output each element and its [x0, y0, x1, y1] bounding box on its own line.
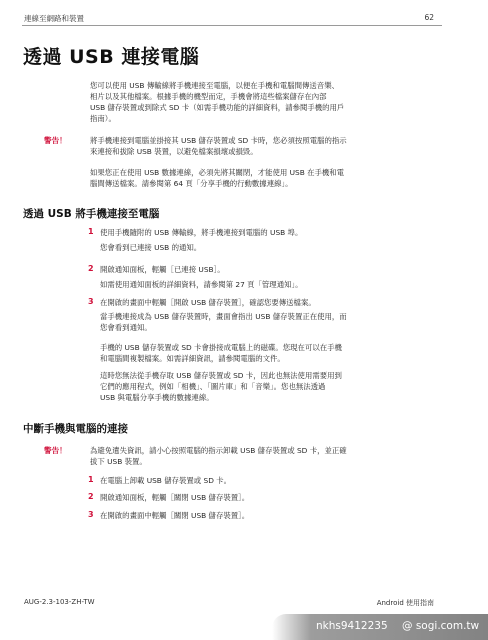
warning-text — [90, 135, 450, 157]
page-title: 透過 USB 連接電腦 — [23, 46, 200, 68]
document-code: AUG-2.3-103-ZH-TW — [24, 598, 95, 606]
step-number: 1 — [88, 227, 94, 236]
intro-paragraph — [90, 80, 450, 124]
running-header-section: 連線至網路和裝置 — [24, 14, 84, 23]
note-line: 手機的 USB 儲存裝置或 SD 卡會掛接成電腦上的磁碟。您現在可以在手機 — [100, 343, 342, 352]
step-text — [100, 227, 450, 253]
data-connection-note — [90, 167, 450, 189]
step-line: 在開啟的畫面中輕觸［關閉 USB 儲存裝置］。 — [100, 511, 250, 520]
note-line: 這時您無法從手機存取 USB 儲存裝置或 SD 卡，因此也無法使用需要用到 — [100, 371, 342, 380]
section-heading-disconnect: 中斷手機與電腦的連接 — [23, 423, 128, 435]
step-line: 在開啟的畫面中輕觸［開啟 USB 儲存裝置］，確認您要傳送檔案。 — [100, 298, 316, 307]
step-number: 2 — [88, 492, 94, 501]
intro-line: 您可以使用 USB 傳輸線將手機連接至電腦，以便在手機和電腦間傳送音樂、 — [90, 81, 339, 90]
step-sub-line: 您會看到已連接 USB 的通知。 — [100, 243, 202, 252]
intro-line: 相片以及其他檔案。根據手機的機型而定，手機會將這些檔案儲存在內部 — [90, 92, 327, 101]
step-line: 使用手機隨附的 USB 傳輸線，將手機連接到電腦的 USB 埠。 — [100, 228, 303, 237]
step-sub-line: 當手機連接成為 USB 儲存裝置時，畫面會指出 USB 儲存裝置正在使用，而 — [100, 312, 347, 321]
step-line: 開啟通知面板，輕觸［關閉 USB 儲存裝置］。 — [100, 493, 250, 502]
note-line: 如果您正在使用 USB 數據連線，必須先將其關閉，才能使用 USB 在手機和電 — [90, 168, 345, 177]
warning-label: 警告！ — [44, 446, 67, 455]
header-divider — [22, 25, 442, 26]
mounted-disk-note — [100, 342, 450, 364]
note-line: 它們的應用程式，例如「相機」、「圖片庫」和「音樂」。您也無法透過 — [100, 382, 326, 391]
step-text — [100, 297, 450, 333]
warning-line: 為避免遺失資訊，請小心按照電腦的指示卸載 USB 儲存裝置或 SD 卡，並正確 — [90, 446, 347, 455]
intro-line: USB 儲存裝置或到除式 SD 卡（如需手機功能的詳細資料，請參閱手機的用戶 — [90, 103, 345, 112]
guide-name: Android 使用指南 — [376, 599, 434, 607]
note-line: 和電腦間複製檔案。如需詳細資訊，請參閱電腦的文件。 — [100, 354, 285, 363]
step-number: 3 — [88, 510, 94, 519]
warning-line: 拔下 USB 裝置。 — [90, 457, 147, 466]
warning-label: 警告！ — [44, 136, 67, 145]
step-line: 開啟通知面板，輕觸［已連接 USB］。 — [100, 265, 225, 274]
watermark-username: nkhs9412235 — [316, 620, 388, 632]
step-line: 在電腦上卸載 USB 儲存裝置或 SD 卡。 — [100, 476, 232, 485]
page-number: 62 — [424, 13, 434, 22]
intro-line: 指南）。 — [90, 114, 116, 123]
step-number: 2 — [88, 264, 94, 273]
step-number: 1 — [88, 475, 94, 484]
warning-line: 來連接和拔除 USB 裝置，以避免檔案損壞或損毀。 — [90, 147, 258, 156]
step-sub-line: 如需使用通知面板的詳細資料，請參閱第 27 頁「管理通知」。 — [100, 280, 303, 289]
watermark-banner — [272, 614, 488, 640]
step-sub-line: 您會看到通知。 — [100, 323, 152, 332]
step-text — [100, 264, 450, 290]
note-line: USB 與電腦分享手機的數據連線。 — [100, 393, 214, 402]
warning-line: 將手機連接到電腦並掛接其 USB 儲存裝置或 SD 卡時，您必須按照電腦的指示 — [90, 136, 347, 145]
warning-text — [90, 445, 450, 467]
restriction-note — [100, 370, 450, 403]
note-line: 腦間傳送檔案。請參閱第 64 頁「分享手機的行動數據連線」。 — [90, 179, 293, 188]
section-heading-connect: 透過 USB 將手機連接至電腦 — [23, 208, 160, 220]
step-number: 3 — [88, 297, 94, 306]
watermark-site: @ sogi.com.tw — [402, 620, 480, 632]
